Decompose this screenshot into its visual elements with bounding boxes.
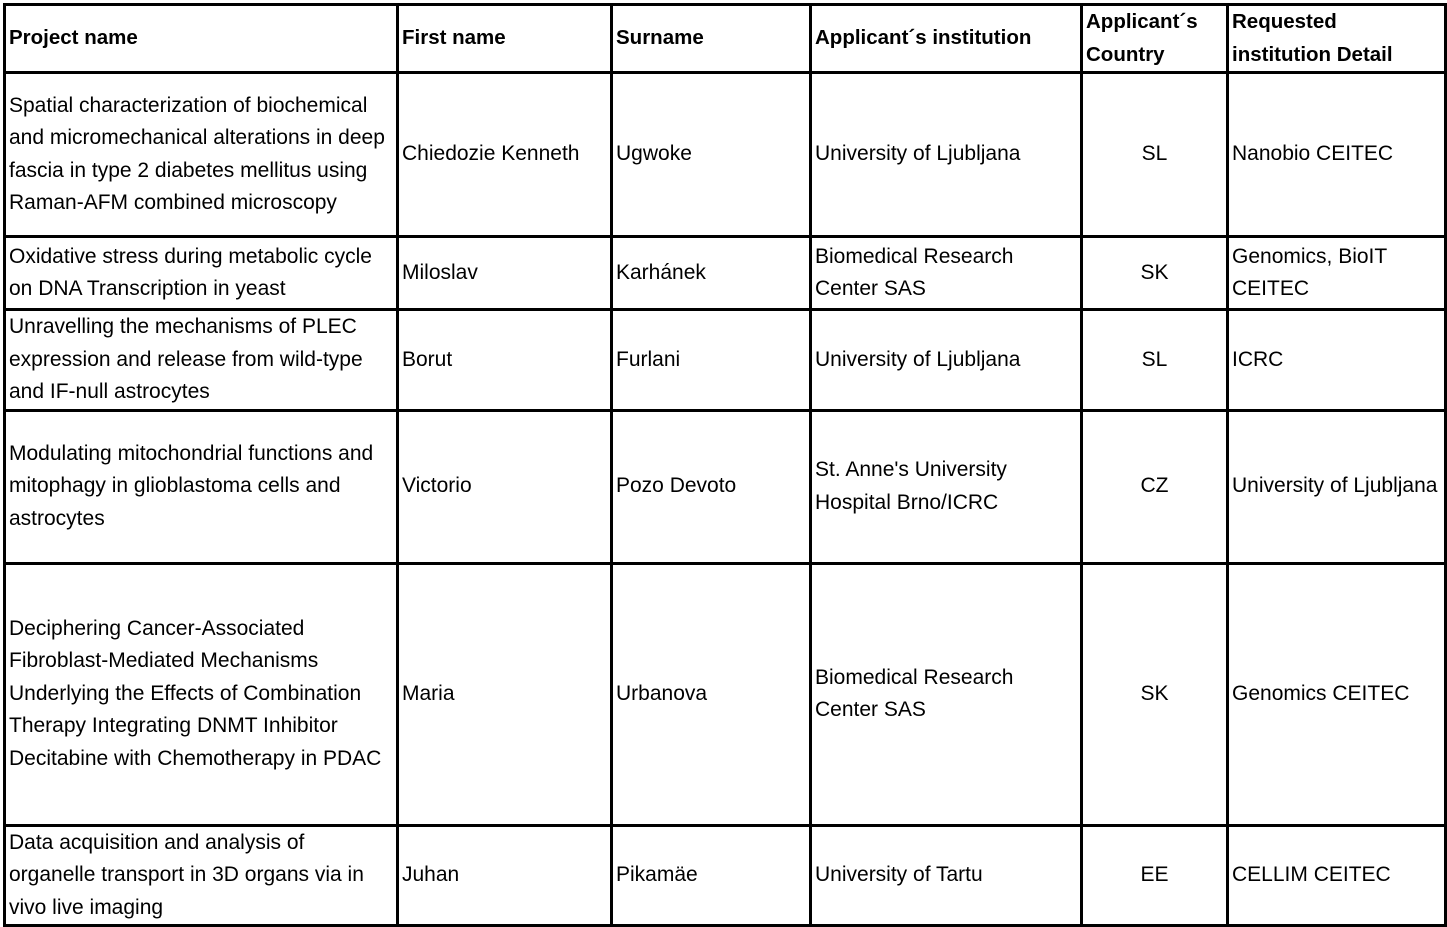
cell-requested-institution: Genomics CEITEC bbox=[1228, 563, 1446, 825]
header-country-line1: Applicant´s bbox=[1086, 10, 1198, 33]
cell-country: SL bbox=[1082, 73, 1228, 237]
header-row bbox=[5, 5, 1446, 73]
cell-first-name: Maria bbox=[398, 563, 612, 825]
header-country bbox=[1082, 5, 1228, 73]
table-row bbox=[5, 310, 1446, 411]
cell-country: SK bbox=[1082, 563, 1228, 825]
cell-first-name: Borut bbox=[398, 310, 612, 411]
header-requested-line1: Requested bbox=[1232, 10, 1337, 33]
cell-country: SL bbox=[1082, 310, 1228, 411]
cell-country: CZ bbox=[1082, 410, 1228, 563]
cell-surname: Pikamäe bbox=[612, 825, 811, 926]
cell-institution: University of Ljubljana bbox=[811, 73, 1082, 237]
header-project-name: Project name bbox=[5, 5, 398, 73]
header-surname: Surname bbox=[612, 5, 811, 73]
table-row bbox=[5, 825, 1446, 926]
cell-first-name: Chiedozie Kenneth bbox=[398, 73, 612, 237]
cell-requested-institution: Genomics, BioIT CEITEC bbox=[1228, 237, 1446, 310]
cell-requested-institution: University of Ljubljana bbox=[1228, 410, 1446, 563]
cell-first-name: Juhan bbox=[398, 825, 612, 926]
cell-project-name: Unravelling the mechanisms of PLEC expression and release from wild-type and IF-null astrocytes bbox=[5, 310, 398, 411]
cell-project-name: Oxidative stress during metabolic cycle on DNA Transcription in yeast bbox=[5, 237, 398, 310]
cell-surname: Furlani bbox=[612, 310, 811, 411]
cell-surname: Pozo Devoto bbox=[612, 410, 811, 563]
cell-institution: Biomedical Research Center SAS bbox=[811, 563, 1082, 825]
header-institution: Applicant´s institution bbox=[811, 5, 1082, 73]
cell-requested-institution: ICRC bbox=[1228, 310, 1446, 411]
cell-project-name: Spatial characterization of biochemical and micromechanical alterations in deep fascia in type 2 diabetes mellitus using Raman-AFM combined microscopy bbox=[5, 73, 398, 237]
cell-institution: Biomedical Research Center SAS bbox=[811, 237, 1082, 310]
cell-project-name: Data acquisition and analysis of organelle transport in 3D organs via in vivo live imaging bbox=[5, 825, 398, 926]
cell-project-name: Modulating mitochondrial functions and mitophagy in glioblastoma cells and astrocytes bbox=[5, 410, 398, 563]
table-row bbox=[5, 410, 1446, 563]
header-country-line2: Country bbox=[1086, 42, 1165, 66]
cell-country: SK bbox=[1082, 237, 1228, 310]
applicants-table bbox=[3, 3, 1447, 927]
cell-surname: Ugwoke bbox=[612, 73, 811, 237]
cell-institution: University of Ljubljana bbox=[811, 310, 1082, 411]
cell-surname: Urbanova bbox=[612, 563, 811, 825]
header-first-name: First name bbox=[398, 5, 612, 73]
cell-country: EE bbox=[1082, 825, 1228, 926]
cell-first-name: Victorio bbox=[398, 410, 612, 563]
table-row bbox=[5, 73, 1446, 237]
table-row bbox=[5, 237, 1446, 310]
cell-requested-institution: Nanobio CEITEC bbox=[1228, 73, 1446, 237]
cell-requested-institution: CELLIM CEITEC bbox=[1228, 825, 1446, 926]
cell-institution: St. Anne's University Hospital Brno/ICRC bbox=[811, 410, 1082, 563]
header-requested-institution bbox=[1228, 5, 1446, 73]
cell-surname: Karhánek bbox=[612, 237, 811, 310]
table-row bbox=[5, 563, 1446, 825]
cell-first-name: Miloslav bbox=[398, 237, 612, 310]
cell-project-name: Deciphering Cancer-Associated Fibroblast-Mediated Mechanisms Underlying the Effects of Combination Therapy Integrating DNMT Inhibitor Decitabine with Chemotherapy in PDAC bbox=[5, 563, 398, 825]
header-requested-line2: institution Detail bbox=[1232, 42, 1393, 66]
cell-institution: University of Tartu bbox=[811, 825, 1082, 926]
